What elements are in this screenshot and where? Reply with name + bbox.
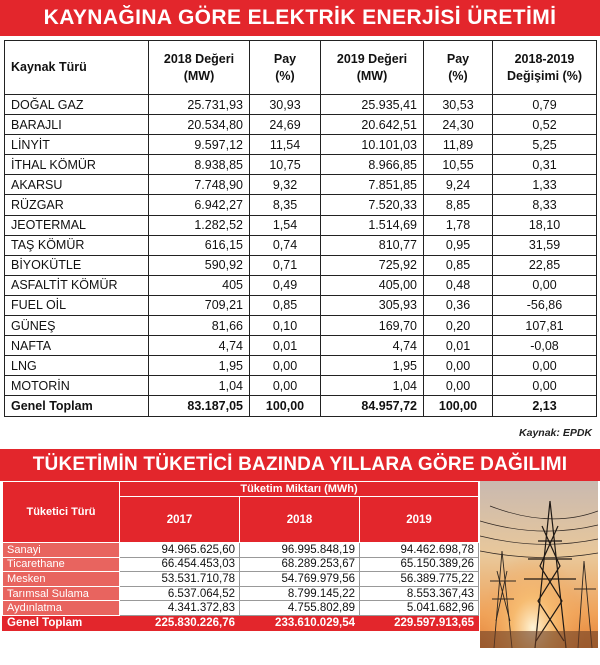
share-2019: 9,24 [424, 175, 493, 195]
share-2019: 11,89 [424, 135, 493, 155]
value-2019: 4,74 [321, 336, 424, 356]
share-2019: 0,00 [424, 356, 493, 376]
value-2018: 25.731,93 [149, 95, 250, 115]
value-2019: 10.101,03 [321, 135, 424, 155]
value-2018: 4.755.802,89 [240, 601, 360, 616]
share-2018: 0,49 [250, 275, 321, 295]
value-2018: 616,15 [149, 235, 250, 255]
header-2019-share: Pay (%) [424, 41, 493, 95]
table-row [5, 235, 597, 255]
production-table-header-row [5, 41, 597, 95]
value-2018: 96.995.848,19 [240, 543, 360, 558]
share-2019: 8,85 [424, 195, 493, 215]
consumption-table [2, 481, 479, 631]
table-row [5, 215, 597, 235]
table-row [5, 175, 597, 195]
value-2018: 1.282,52 [149, 215, 250, 235]
share-2018: 10,75 [250, 155, 321, 175]
value-2019: 7.520,33 [321, 195, 424, 215]
value-2018: 20.534,80 [149, 115, 250, 135]
table-row [5, 155, 597, 175]
total-share-2018: 100,00 [250, 396, 321, 416]
change: 31,59 [493, 235, 597, 255]
total-2018: 83.187,05 [149, 396, 250, 416]
value-2019: 405,00 [321, 275, 424, 295]
header-year-2018: 2018 [240, 497, 360, 543]
table-row [5, 316, 597, 336]
value-2018: 1,95 [149, 356, 250, 376]
change: 0,00 [493, 356, 597, 376]
header-2019-value: 2019 Değeri (MW) [321, 41, 424, 95]
change: -0,08 [493, 336, 597, 356]
consumer-type: Mesken [3, 572, 120, 587]
value-2019: 169,70 [321, 316, 424, 336]
value-2017: 4.341.372,83 [120, 601, 240, 616]
share-2019: 0,00 [424, 376, 493, 396]
header-source-type: Kaynak Türü [5, 41, 149, 95]
share-2018: 8,35 [250, 195, 321, 215]
value-2019: 810,77 [321, 235, 424, 255]
header-2018-value: 2018 Değeri (MW) [149, 41, 250, 95]
value-2019: 7.851,85 [321, 175, 424, 195]
source-type: AKARSU [5, 175, 149, 195]
consumer-type: Sanayi [3, 543, 120, 558]
value-2019: 1,04 [321, 376, 424, 396]
change: 0,00 [493, 376, 597, 396]
share-2018: 24,69 [250, 115, 321, 135]
value-2019: 1.514,69 [321, 215, 424, 235]
table-row [5, 95, 597, 115]
share-2018: 11,54 [250, 135, 321, 155]
share-2018: 1,54 [250, 215, 321, 235]
source-type: JEOTERMAL [5, 215, 149, 235]
change: 0,00 [493, 275, 597, 295]
share-2018: 9,32 [250, 175, 321, 195]
source-type: ASFALTİT KÖMÜR [5, 275, 149, 295]
value-2019: 725,92 [321, 255, 424, 275]
share-2018: 0,71 [250, 255, 321, 275]
share-2018: 0,85 [250, 295, 321, 315]
total-2019: 229.597.913,65 [360, 615, 479, 630]
total-2017: 225.830.226,76 [120, 615, 240, 630]
share-2019: 0,85 [424, 255, 493, 275]
header-consumer-type: Tüketici Türü [3, 482, 120, 543]
table-row [3, 586, 479, 601]
value-2019: 94.462.698,78 [360, 543, 479, 558]
value-2019: 20.642,51 [321, 115, 424, 135]
value-2019: 65.150.389,26 [360, 557, 479, 572]
change: 1,33 [493, 175, 597, 195]
change: 0,31 [493, 155, 597, 175]
source-type: BARAJLI [5, 115, 149, 135]
source-note: Kaynak: EPDK [519, 427, 592, 439]
value-2018: 1,04 [149, 376, 250, 396]
value-2019: 305,93 [321, 295, 424, 315]
share-2018: 30,93 [250, 95, 321, 115]
share-2019: 10,55 [424, 155, 493, 175]
table-row [5, 115, 597, 135]
consumption-table-title: TÜKETİMİN TÜKETİCİ BAZINDA YILLARA GÖRE DAĞILIMI [0, 449, 600, 481]
share-2019: 30,53 [424, 95, 493, 115]
source-type: RÜZGAR [5, 195, 149, 215]
table-row [5, 275, 597, 295]
value-2019: 5.041.682,96 [360, 601, 479, 616]
table-row [3, 557, 479, 572]
source-type: BİYOKÜTLE [5, 255, 149, 275]
table-row [5, 195, 597, 215]
table-row [5, 336, 597, 356]
value-2018: 54.769.979,56 [240, 572, 360, 587]
total-label: Genel Toplam [5, 396, 149, 416]
share-2018: 0,10 [250, 316, 321, 336]
value-2019: 56.389.775,22 [360, 572, 479, 587]
value-2018: 6.942,27 [149, 195, 250, 215]
share-2018: 0,00 [250, 376, 321, 396]
share-2018: 0,00 [250, 356, 321, 376]
table-row [5, 255, 597, 275]
value-2018: 7.748,90 [149, 175, 250, 195]
value-2017: 94.965.625,60 [120, 543, 240, 558]
source-type: GÜNEŞ [5, 316, 149, 336]
change: 107,81 [493, 316, 597, 336]
change: -56,86 [493, 295, 597, 315]
power-pylons-photo [480, 481, 598, 648]
share-2019: 0,01 [424, 336, 493, 356]
source-type: LİNYİT [5, 135, 149, 155]
source-type: DOĞAL GAZ [5, 95, 149, 115]
table-row [5, 295, 597, 315]
total-label: Genel Toplam [3, 615, 120, 630]
value-2017: 66.454.453,03 [120, 557, 240, 572]
total-change: 2,13 [493, 396, 597, 416]
change: 8,33 [493, 195, 597, 215]
change: 5,25 [493, 135, 597, 155]
table-row [5, 135, 597, 155]
total-row [3, 615, 479, 630]
value-2018: 8.799.145,22 [240, 586, 360, 601]
header-2018-share: Pay (%) [250, 41, 321, 95]
header-change: 2018-2019 Değişimi (%) [493, 41, 597, 95]
value-2018: 405 [149, 275, 250, 295]
header-consumption-amount: Tüketim Miktarı (MWh) [120, 482, 479, 497]
production-table-title: KAYNAĞINA GÖRE ELEKTRİK ENERJİSİ ÜRETİMİ [0, 0, 600, 36]
share-2018: 0,01 [250, 336, 321, 356]
header-year-2019: 2019 [360, 497, 479, 543]
table-row [5, 376, 597, 396]
source-type: TAŞ KÖMÜR [5, 235, 149, 255]
total-share-2019: 100,00 [424, 396, 493, 416]
share-2019: 1,78 [424, 215, 493, 235]
consumer-type: Aydınlatma [3, 601, 120, 616]
production-table [4, 40, 597, 417]
value-2018: 4,74 [149, 336, 250, 356]
share-2019: 24,30 [424, 115, 493, 135]
source-type: NAFTA [5, 336, 149, 356]
value-2019: 8.966,85 [321, 155, 424, 175]
value-2019: 8.553.367,43 [360, 586, 479, 601]
change: 0,52 [493, 115, 597, 135]
source-type: FUEL OİL [5, 295, 149, 315]
share-2019: 0,36 [424, 295, 493, 315]
source-type: MOTORİN [5, 376, 149, 396]
table-row [3, 601, 479, 616]
source-type: LNG [5, 356, 149, 376]
value-2017: 53.531.710,78 [120, 572, 240, 587]
share-2018: 0,74 [250, 235, 321, 255]
table-row [3, 543, 479, 558]
table-row [5, 356, 597, 376]
total-2018: 233.610.029,54 [240, 615, 360, 630]
share-2019: 0,95 [424, 235, 493, 255]
change: 0,79 [493, 95, 597, 115]
value-2019: 25.935,41 [321, 95, 424, 115]
consumer-type: Tarımsal Sulama [3, 586, 120, 601]
share-2019: 0,20 [424, 316, 493, 336]
value-2018: 68.289.253,67 [240, 557, 360, 572]
value-2018: 590,92 [149, 255, 250, 275]
source-type: İTHAL KÖMÜR [5, 155, 149, 175]
consumer-type: Ticarethane [3, 557, 120, 572]
value-2018: 9.597,12 [149, 135, 250, 155]
total-2019: 84.957,72 [321, 396, 424, 416]
value-2018: 8.938,85 [149, 155, 250, 175]
value-2017: 6.537.064,52 [120, 586, 240, 601]
table-row [3, 572, 479, 587]
share-2019: 0,48 [424, 275, 493, 295]
value-2019: 1,95 [321, 356, 424, 376]
change: 18,10 [493, 215, 597, 235]
header-year-2017: 2017 [120, 497, 240, 543]
value-2018: 709,21 [149, 295, 250, 315]
value-2018: 81,66 [149, 316, 250, 336]
change: 22,85 [493, 255, 597, 275]
total-row [5, 396, 597, 416]
